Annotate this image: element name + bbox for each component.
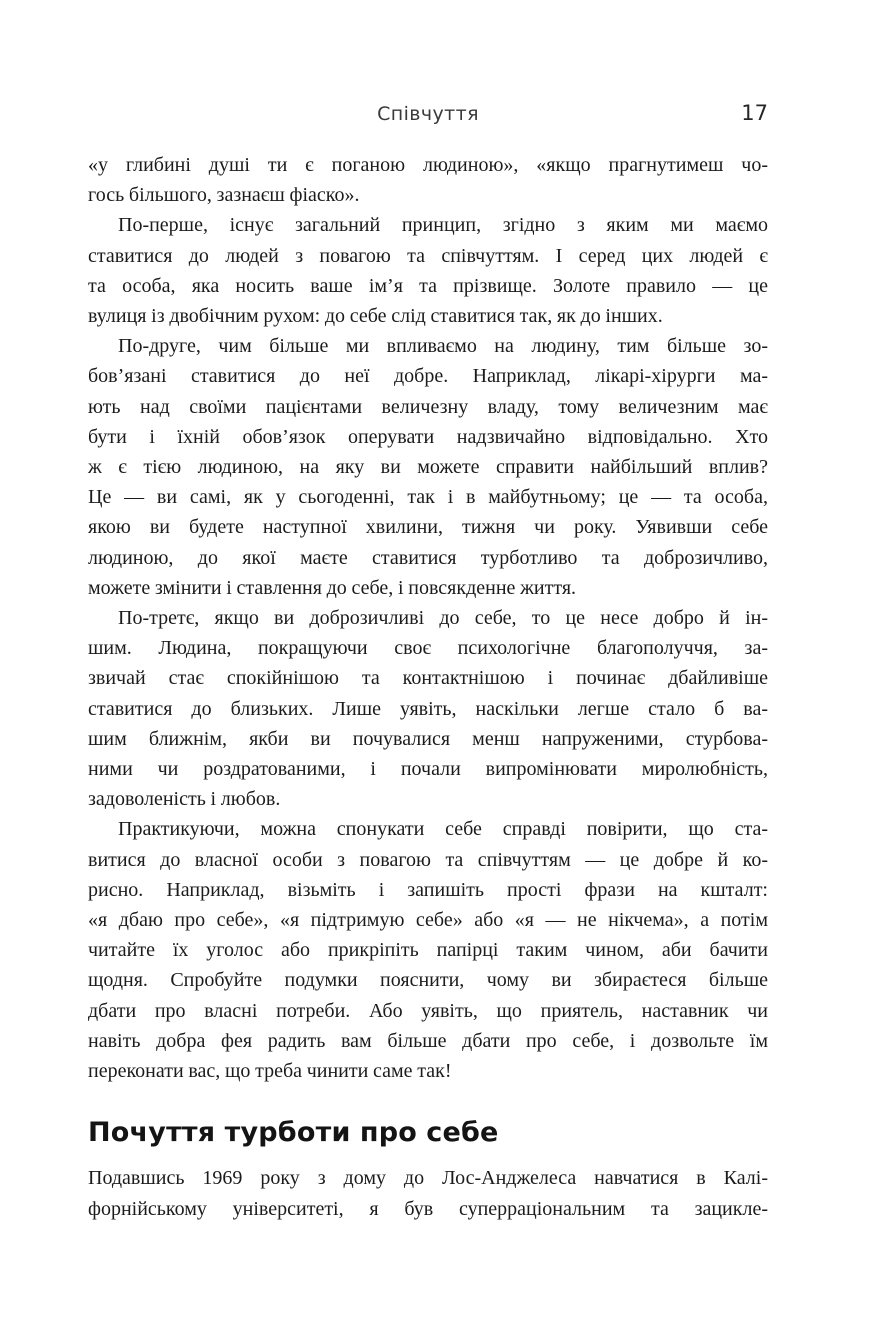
text-line: шим ближнім, якби ви почувалися менш напруженими, стурбова- [88, 727, 768, 750]
text-line: ставитися до людей з повагою та співчуттям. І серед цих людей є [88, 244, 768, 267]
text-line: звичай стає спокійнішою та контактнішою і починає дбайливіше [88, 667, 768, 690]
text-line: рисно. Наприклад, візьміть і запишіть прості фрази на кшталт: [88, 878, 768, 901]
text-line: витися до власної особи з повагою та співчуттям — це добре й ко- [88, 848, 768, 871]
text-body [88, 150, 768, 1224]
text-line: По-друге, чим більше ми впливаємо на людину, тим більше зо- [118, 335, 768, 358]
text-line: Практикуючи, можна спонукати себе справді повірити, що ста- [118, 818, 768, 841]
text-line: дбати про власні потреби. Або уявіть, що приятель, наставник чи [88, 999, 768, 1022]
text-line: «я дбаю про себе», «я підтримую себе» або «я — не нікчема», а потім [88, 909, 768, 932]
text-line: ставитися до близьких. Лише уявіть, наскільки легше стало б ва- [88, 697, 768, 720]
paragraph [88, 150, 768, 210]
text-line: та особа, яка носить ваше ім’я та прізвище. Золоте правило — це [88, 274, 768, 297]
text-line: людиною, до якої маєте ставитися турботливо та доброзичливо, [88, 546, 768, 569]
text-line: бути і їхній обов’язок оперувати надзвичайно відповідально. Хто [88, 425, 768, 448]
paragraph [88, 331, 768, 603]
text-line: шим. Людина, покращуючи своє психологічне благополуччя, за- [88, 637, 768, 660]
text-line: «у глибині душі ти є поганою людиною», «якщо прагнутимеш чо- [88, 154, 768, 176]
section-heading: Почуття турботи про себе [88, 1117, 499, 1149]
paragraph [88, 210, 768, 331]
text-line: навіть добра фея радить вам більше дбати про себе, і дозвольте їм [88, 1029, 768, 1052]
text-line: Подавшись 1969 року з дому до Лос-Анджелеса навчатися в Калі- [88, 1167, 768, 1190]
paragraph [88, 603, 768, 814]
text-line: щодня. Спробуйте подумки пояснити, чому ви збираєтеся більше [88, 969, 768, 992]
running-head: Співчуття [377, 103, 479, 125]
text-line: бов’язані ставитися до неї добре. Наприклад, лікарі-хірурги ма- [88, 365, 768, 388]
page-number: 17 [741, 101, 768, 125]
paragraph [88, 814, 768, 1086]
text-line: По-перше, існує загальний принцип, згідно з яким ми маємо [118, 214, 768, 237]
text-line: Це — ви самі, як у сьогоденні, так і в майбутньому; це — та особа, [88, 486, 768, 509]
text-line: ними чи роздратованими, і почали випромінювати миролюбність, [88, 758, 768, 781]
text-line: вулиця із двобічним рухом: до себе слід ставитися так, як до інших. [88, 305, 663, 328]
text-line: ж є тією людиною, на яку ви можете справити найбільший вплив? [88, 456, 768, 479]
text-line: гось більшого, зазнаєш фіаско». [88, 184, 360, 207]
text-line: форнійському університеті, я був суперраціональним та зацикле- [88, 1197, 768, 1220]
text-line: якою ви будете наступної хвилини, тижня чи року. Уявивши себе [88, 516, 768, 539]
text-line: задоволеність і любов. [88, 788, 281, 811]
text-line: По-третє, якщо ви доброзичливі до себе, то це несе добро й ін- [118, 607, 768, 630]
text-line: переконати вас, що треба чинити саме так! [88, 1060, 452, 1083]
text-line: ють над своїми пацієнтами величезну владу, тому величезним має [88, 395, 768, 418]
paragraph [88, 1163, 768, 1223]
text-line: можете змінити і ставлення до себе, і повсякденне життя. [88, 576, 577, 599]
text-line: читайте їх уголос або прикріпіть папірці таким чином, аби бачити [88, 939, 768, 962]
